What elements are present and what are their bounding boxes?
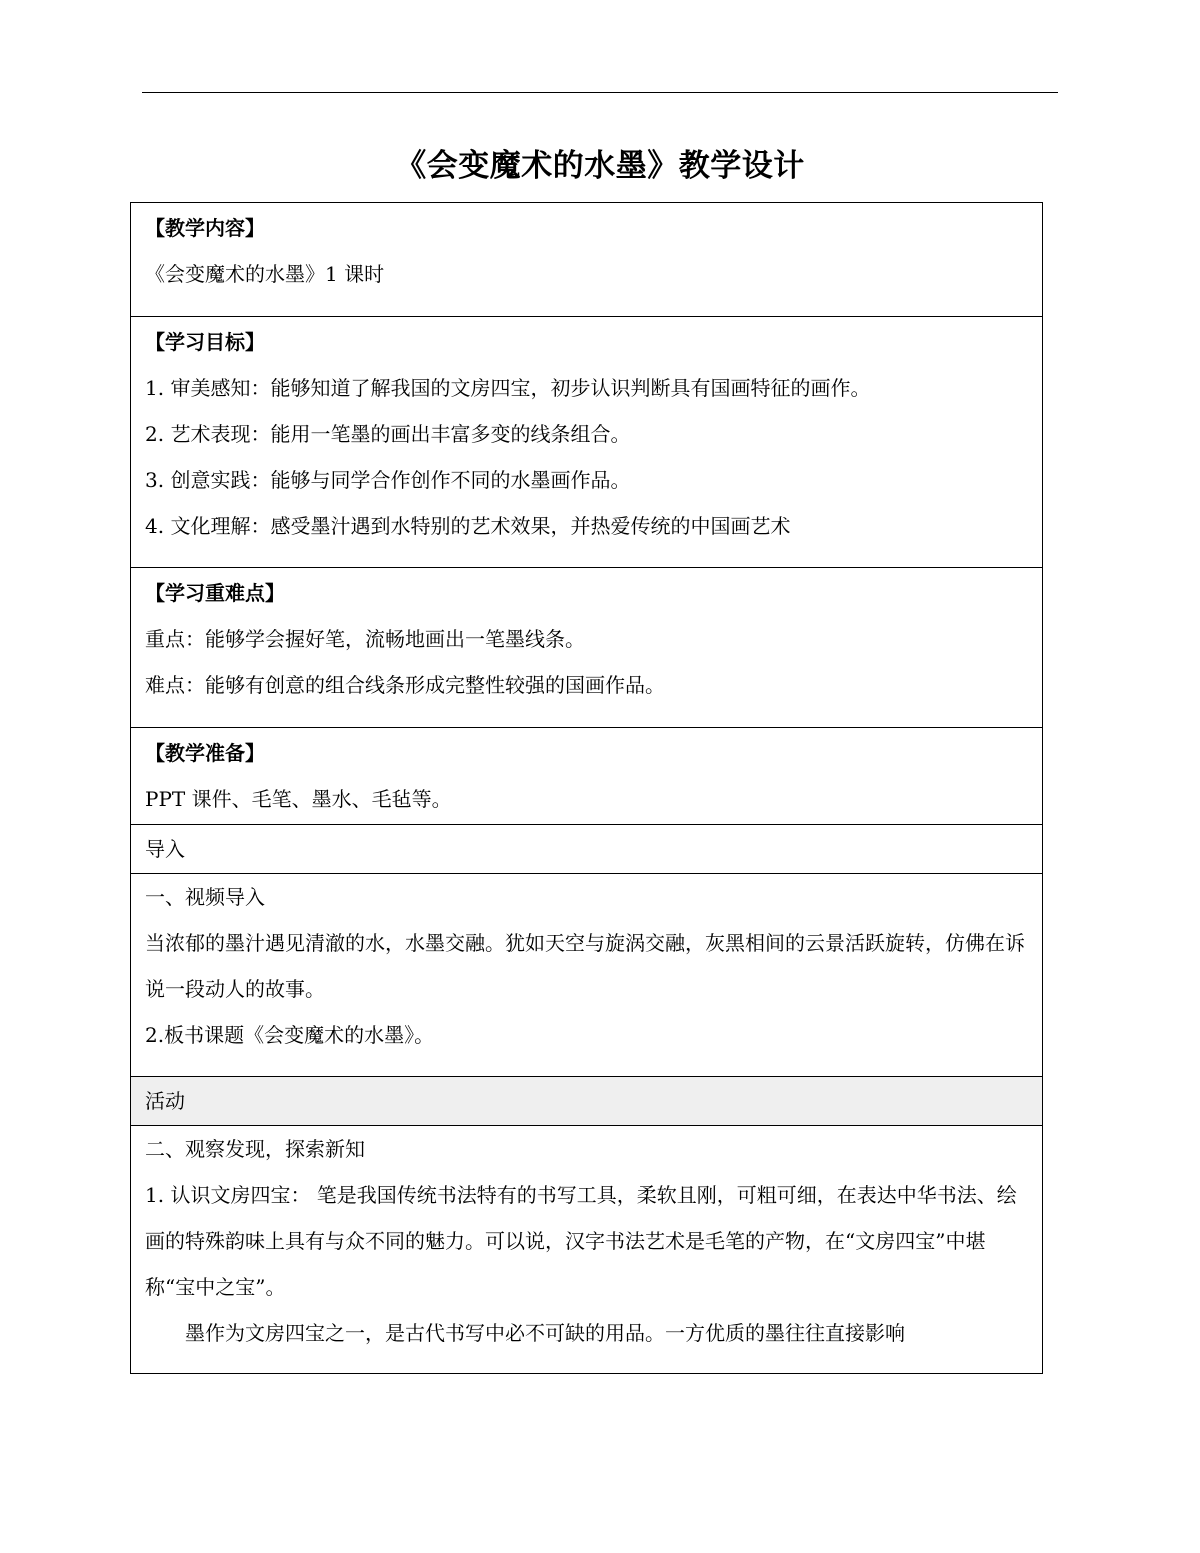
objective-item: 1. 审美感知：能够知道了解我国的文房四宝，初步认识判断具有国画特征的画作。 — [145, 376, 871, 400]
section-heading: 导入 — [145, 837, 185, 861]
section-heading: 【教学内容】 — [145, 216, 265, 240]
objective-item: 4. 文化理解：感受墨汁遇到水特别的艺术效果，并热爱传统的中国画艺术 — [145, 514, 791, 538]
section-preparation — [131, 728, 1043, 825]
section-heading: 【学习重难点】 — [145, 581, 285, 605]
section-intro-body — [131, 874, 1043, 1077]
paragraph: 2.板书课题《会变魔术的水墨》。 — [145, 1023, 435, 1047]
section-text: 《会变魔术的水墨》1 课时 — [145, 262, 385, 286]
subheading: 二、观察发现，探索新知 — [145, 1137, 365, 1161]
section-intro-header — [131, 825, 1043, 874]
focus-point: 重点：能够学会握好笔，流畅地画出一笔墨线条。 — [145, 627, 585, 651]
paragraph: 当浓郁的墨汁遇见清澈的水，水墨交融。犹如天空与旋涡交融，灰黑相间的云景活跃旋转，仿佛在诉说一段动人的故事。 — [145, 931, 1025, 1001]
lesson-plan-table — [130, 202, 1043, 1374]
section-heading: 活动 — [145, 1089, 185, 1113]
section-activity-header — [131, 1077, 1043, 1126]
header-rule — [142, 92, 1058, 93]
subheading: 一、视频导入 — [145, 885, 265, 909]
difficulty-point: 难点：能够有创意的组合线条形成完整性较强的国画作品。 — [145, 673, 665, 697]
document-title: 《会变魔术的水墨》教学设计 — [395, 148, 805, 184]
section-activity-body — [131, 1126, 1043, 1374]
section-text: PPT 课件、毛笔、墨水、毛毡等。 — [145, 787, 452, 811]
objective-item: 3. 创意实践：能够与同学合作创作不同的水墨画作品。 — [145, 468, 631, 492]
section-teaching-content — [131, 203, 1043, 317]
section-heading: 【教学准备】 — [145, 741, 265, 765]
paragraph: 墨作为文房四宝之一，是古代书写中必不可缺的用品。一方优质的墨往往直接影响 — [185, 1321, 905, 1345]
section-learning-objectives — [131, 317, 1043, 568]
paragraph: 1. 认识文房四宝： 笔是我国传统书法特有的书写工具，柔软且刚，可粗可细，在表达中华书法、绘画的特殊韵味上具有与众不同的魅力。可以说，汉字书法艺术是毛笔的产物，在“文房四宝”中堪称“宝中之宝”。 — [145, 1183, 1017, 1299]
section-heading: 【学习目标】 — [145, 330, 265, 354]
section-key-points — [131, 568, 1043, 728]
objective-item: 2. 艺术表现：能用一笔墨的画出丰富多变的线条组合。 — [145, 422, 631, 446]
